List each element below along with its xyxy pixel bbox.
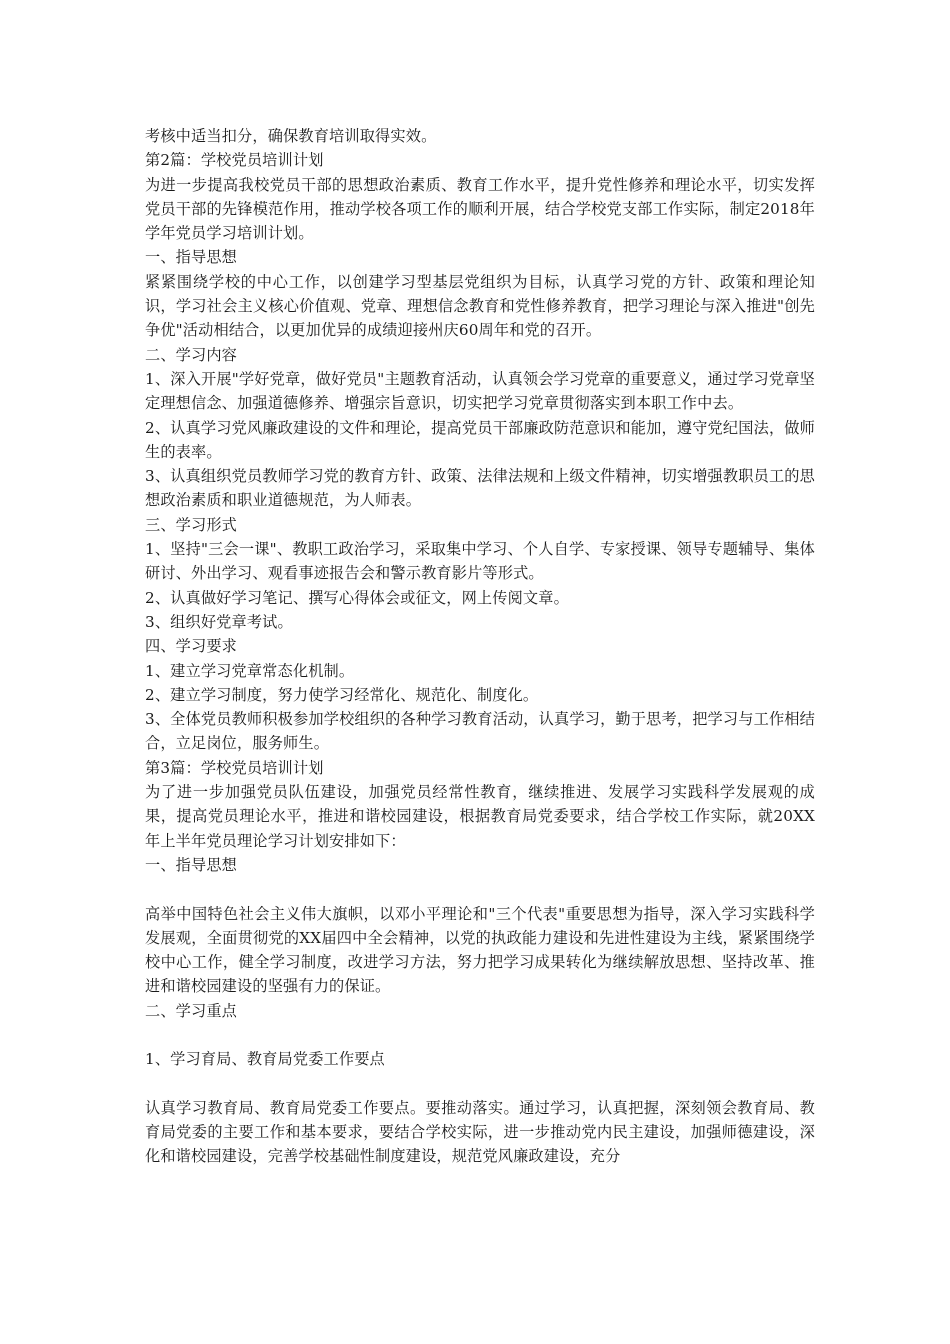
section-heading-study-requirements: 四、学习要求 — [145, 637, 238, 656]
paragraph-intro-3: 为了进一步加强党员队伍建设，加强党员经常性教育，继续推进、发展学习实践科学发展观的成果，提高党员理论水平，推进和谐校园建设，根据教育局党委要求，结合学校工作实际，就20XX年上半年党员理论学习计划安排如下： — [145, 783, 815, 850]
list-item-form-3: 3、组织好党章考试。 — [145, 612, 293, 631]
blank-line — [145, 1072, 815, 1096]
paragraph-intro-2: 为进一步提高我校党员干部的思想政治素质、教育工作水平，提升党性修养和理论水平，切实发挥党员干部的先锋模范作用，推动学校各项工作的顺利开展，结合学校党支部工作实际，制定2018年学年党员学习培训计划。 — [145, 175, 815, 243]
list-item-req-1: 1、建立学习党章常态化机制。 — [145, 661, 355, 680]
paragraph-continuation: 考核中适当扣分，确保教育培训取得实效。 — [145, 127, 437, 145]
document-body — [145, 124, 815, 1169]
section-heading-guiding-thought-3: 一、指导思想 — [145, 855, 238, 874]
list-item-content-3: 3、认真组织党员教师学习党的教育方针、政策、法律法规和上级文件精神，切实增强教职员工的思想政治素质和职业道德规范，为人师表。 — [145, 467, 815, 510]
list-item-req-3: 3、全体党员教师积极参加学校组织的各种学习教育活动，认真学习，勤于思考，把学习与工作相结合，立足岗位，服务师生。 — [145, 710, 815, 753]
section-heading-study-form: 三、学习形式 — [145, 515, 238, 534]
article-title-2: 第2篇：学校党员培训计划 — [145, 151, 324, 170]
section-heading-study-content: 二、学习内容 — [145, 345, 238, 364]
blank-line — [145, 877, 815, 901]
list-item-form-2: 2、认真做好学习笔记、撰写心得体会或征文，网上传阅文章。 — [145, 588, 569, 607]
section-heading-study-focus: 二、学习重点 — [145, 1001, 238, 1020]
list-item-focus-1: 1、学习育局、教育局党委工作要点 — [145, 1050, 385, 1069]
article-title-3: 第3篇：学校党员培训计划 — [145, 758, 324, 777]
paragraph-guiding-thought-3: 高举中国特色社会主义伟大旗帜，以邓小平理论和"三个代表"重要思想为指导，深入学习实践科学发展观，全面贯彻党的XX届四中全会精神，以党的执政能力建设和先进性建设为主线，紧紧围绕学校中心工作，健全学习制度，改进学习方法，努力把学习成果转化为继续解放思想、坚持改革、推进和谐校园建设的坚强有力的保证。 — [145, 904, 815, 996]
paragraph-focus-1: 认真学习教育局、教育局党委工作要点。要推动落实。通过学习，认真把握，深刻领会教育局、教育局党委的主要工作和基本要求，要结合学校实际，进一步推动党内民主建设，加强师德建设，深化和谐校园建设，完善学校基础性制度建设，规范党风廉政建设，充分 — [145, 1098, 815, 1166]
blank-line — [145, 1023, 815, 1047]
list-item-content-2: 2、认真学习党风廉政建设的文件和理论，提高党员干部廉政防范意识和能加，遵守党纪国法，做师生的表率。 — [145, 418, 815, 461]
list-item-req-2: 2、建立学习制度，努力使学习经常化、规范化、制度化。 — [145, 685, 539, 704]
list-item-form-1: 1、坚持"三会一课"、教职工政治学习，采取集中学习、个人自学、专家授课、领导专题辅导、集体研讨、外出学习、观看事迹报告会和警示教育影片等形式。 — [145, 540, 815, 583]
section-heading-guiding-thought: 一、指导思想 — [145, 248, 238, 267]
list-item-content-1: 1、深入开展"学好党章，做好党员"主题教育活动，认真领会学习党章的重要意义，通过学习党章坚定理想信念、加强道德修养、增强宗旨意识，切实把学习党章贯彻落实到本职工作中去。 — [145, 369, 815, 413]
paragraph-guiding-thought: 紧紧围绕学校的中心工作，以创建学习型基层党组织为目标，认真学习党的方针、政策和理论知识，学习社会主义核心价值观、党章、理想信念教育和党性修养教育，把学习理论与深入推进"创先争优"活动相结合，以更加优异的成绩迎接州庆60周年和党的召开。 — [145, 272, 815, 340]
